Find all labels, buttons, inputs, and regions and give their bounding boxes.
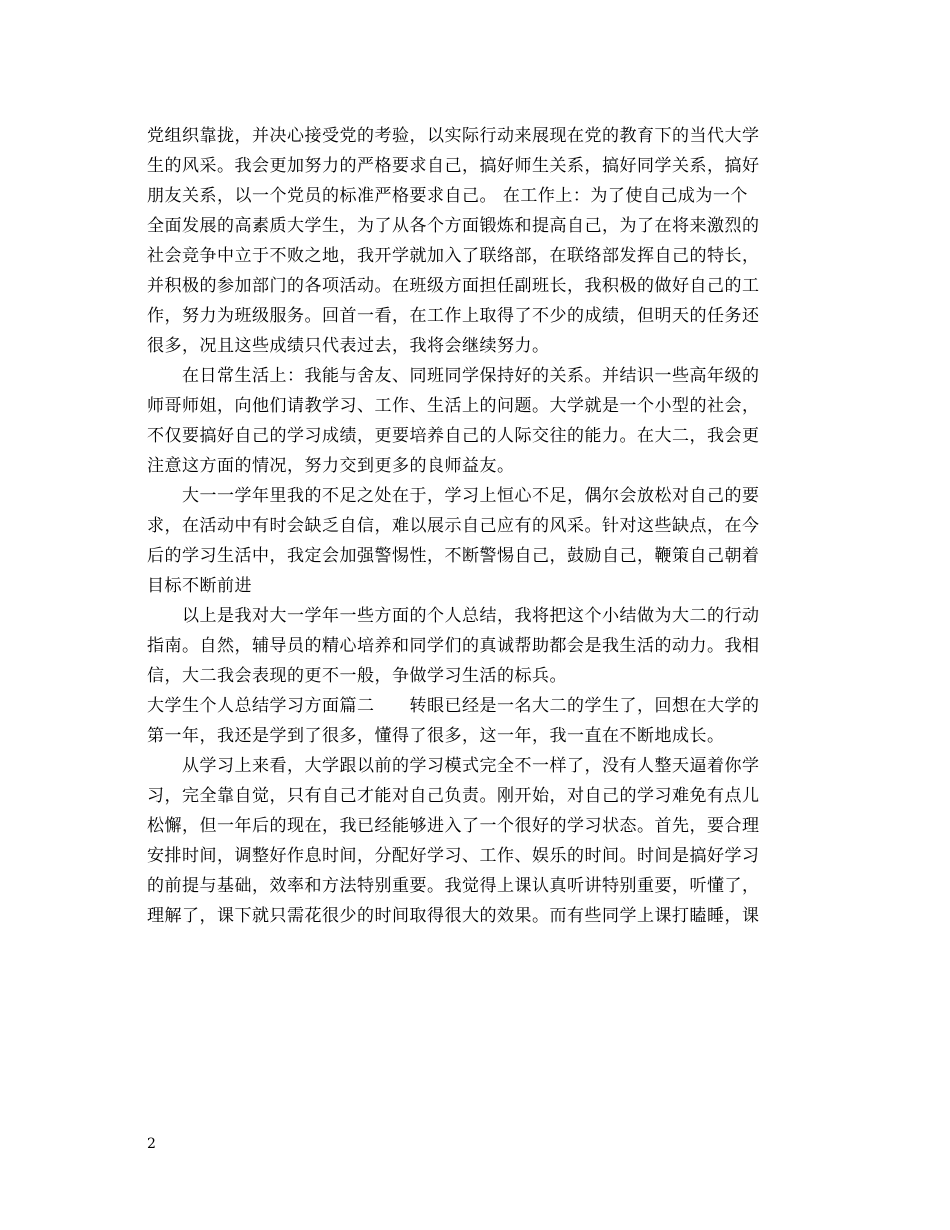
text-line: 社会竞争中立于不败之地，我开学就加入了联络部，在联络部发挥自己的特长， bbox=[147, 246, 760, 266]
text-line: 作，努力为班级服务。回首一看，在工作上取得了不少的成绩，但明天的任务还 bbox=[147, 306, 760, 326]
text-line: 指南。自然，辅导员的精心培养和同学们的真诚帮助都会是我生活的动力。我相 bbox=[147, 636, 760, 656]
text-line: 安排时间，调整好作息时间，分配好学习、工作、娱乐的时间。时间是搞好学习 bbox=[147, 846, 760, 866]
text-line: 习，完全靠自觉，只有自己才能对自己负责。刚开始，对自己的学习难免有点儿 bbox=[147, 786, 760, 806]
text-line: 大一一学年里我的不足之处在于，学习上恒心不足，偶尔会放松对自己的要 bbox=[147, 486, 760, 506]
text-line: 党组织靠拢，并决心接受党的考验，以实际行动来展现在党的教育下的当代大学 bbox=[147, 126, 760, 146]
text-line: 求，在活动中有时会缺乏自信，难以展示自己应有的风采。针对这些缺点，在今 bbox=[147, 516, 760, 536]
text-line: 以上是我对大一学年一些方面的个人总结，我将把这个小结做为大二的行动 bbox=[147, 606, 760, 626]
text-line: 理解了，课下就只需花很少的时间取得很大的效果。而有些同学上课打瞌睡，课 bbox=[147, 906, 760, 926]
text-line: 全面发展的高素质大学生，为了从各个方面锻炼和提高自己，为了在将来激烈的 bbox=[147, 216, 760, 236]
text-line: 第一年，我还是学到了很多，懂得了很多，这一年，我一直在不断地成长。 bbox=[147, 726, 725, 746]
text-line: 师哥师姐，向他们请教学习、工作、生活上的问题。大学就是一个小型的社会， bbox=[147, 396, 760, 416]
text-line: 的前提与基础，效率和方法特别重要。我觉得上课认真听讲特别重要，听懂了， bbox=[147, 876, 760, 896]
text-line: 朋友关系，以一个党员的标准严格要求自己。 在工作上：为了使自己成为一个 bbox=[147, 186, 748, 206]
text-line: 后的学习生活中，我定会加强警惕性，不断警惕自己，鼓励自己，鞭策自己朝着 bbox=[147, 546, 760, 566]
text-line: 信，大二我会表现的更不一般，争做学习生活的标兵。 bbox=[147, 666, 567, 686]
text-line: 注意这方面的情况，努力交到更多的良师益友。 bbox=[147, 456, 515, 476]
text-line: 大学生个人总结学习方面篇二 转眼已经是一名大二的学生了，回想在大学的 bbox=[147, 696, 760, 716]
body-text bbox=[147, 121, 803, 931]
text-line: 在日常生活上：我能与舍友、同班同学保持好的关系。并结识一些高年级的 bbox=[147, 366, 760, 386]
page-number: 2 bbox=[147, 1136, 156, 1152]
text-line: 并积极的参加部门的各项活动。在班级方面担任副班长，我积极的做好自己的工 bbox=[147, 276, 760, 296]
text-line: 目标不断前进 bbox=[147, 576, 252, 596]
text-line: 从学习上来看，大学跟以前的学习模式完全不一样了，没有人整天逼着你学 bbox=[147, 756, 760, 776]
text-line: 生的风采。我会更加努力的严格要求自己，搞好师生关系，搞好同学关系，搞好 bbox=[147, 156, 760, 176]
text-line: 松懈，但一年后的现在，我已经能够进入了一个很好的学习状态。首先，要合理 bbox=[147, 816, 760, 836]
text-line: 不仅要搞好自己的学习成绩，更要培养自己的人际交往的能力。在大二，我会更 bbox=[147, 426, 760, 446]
text-line: 很多，况且这些成绩只代表过去，我将会继续努力。 bbox=[147, 336, 550, 356]
